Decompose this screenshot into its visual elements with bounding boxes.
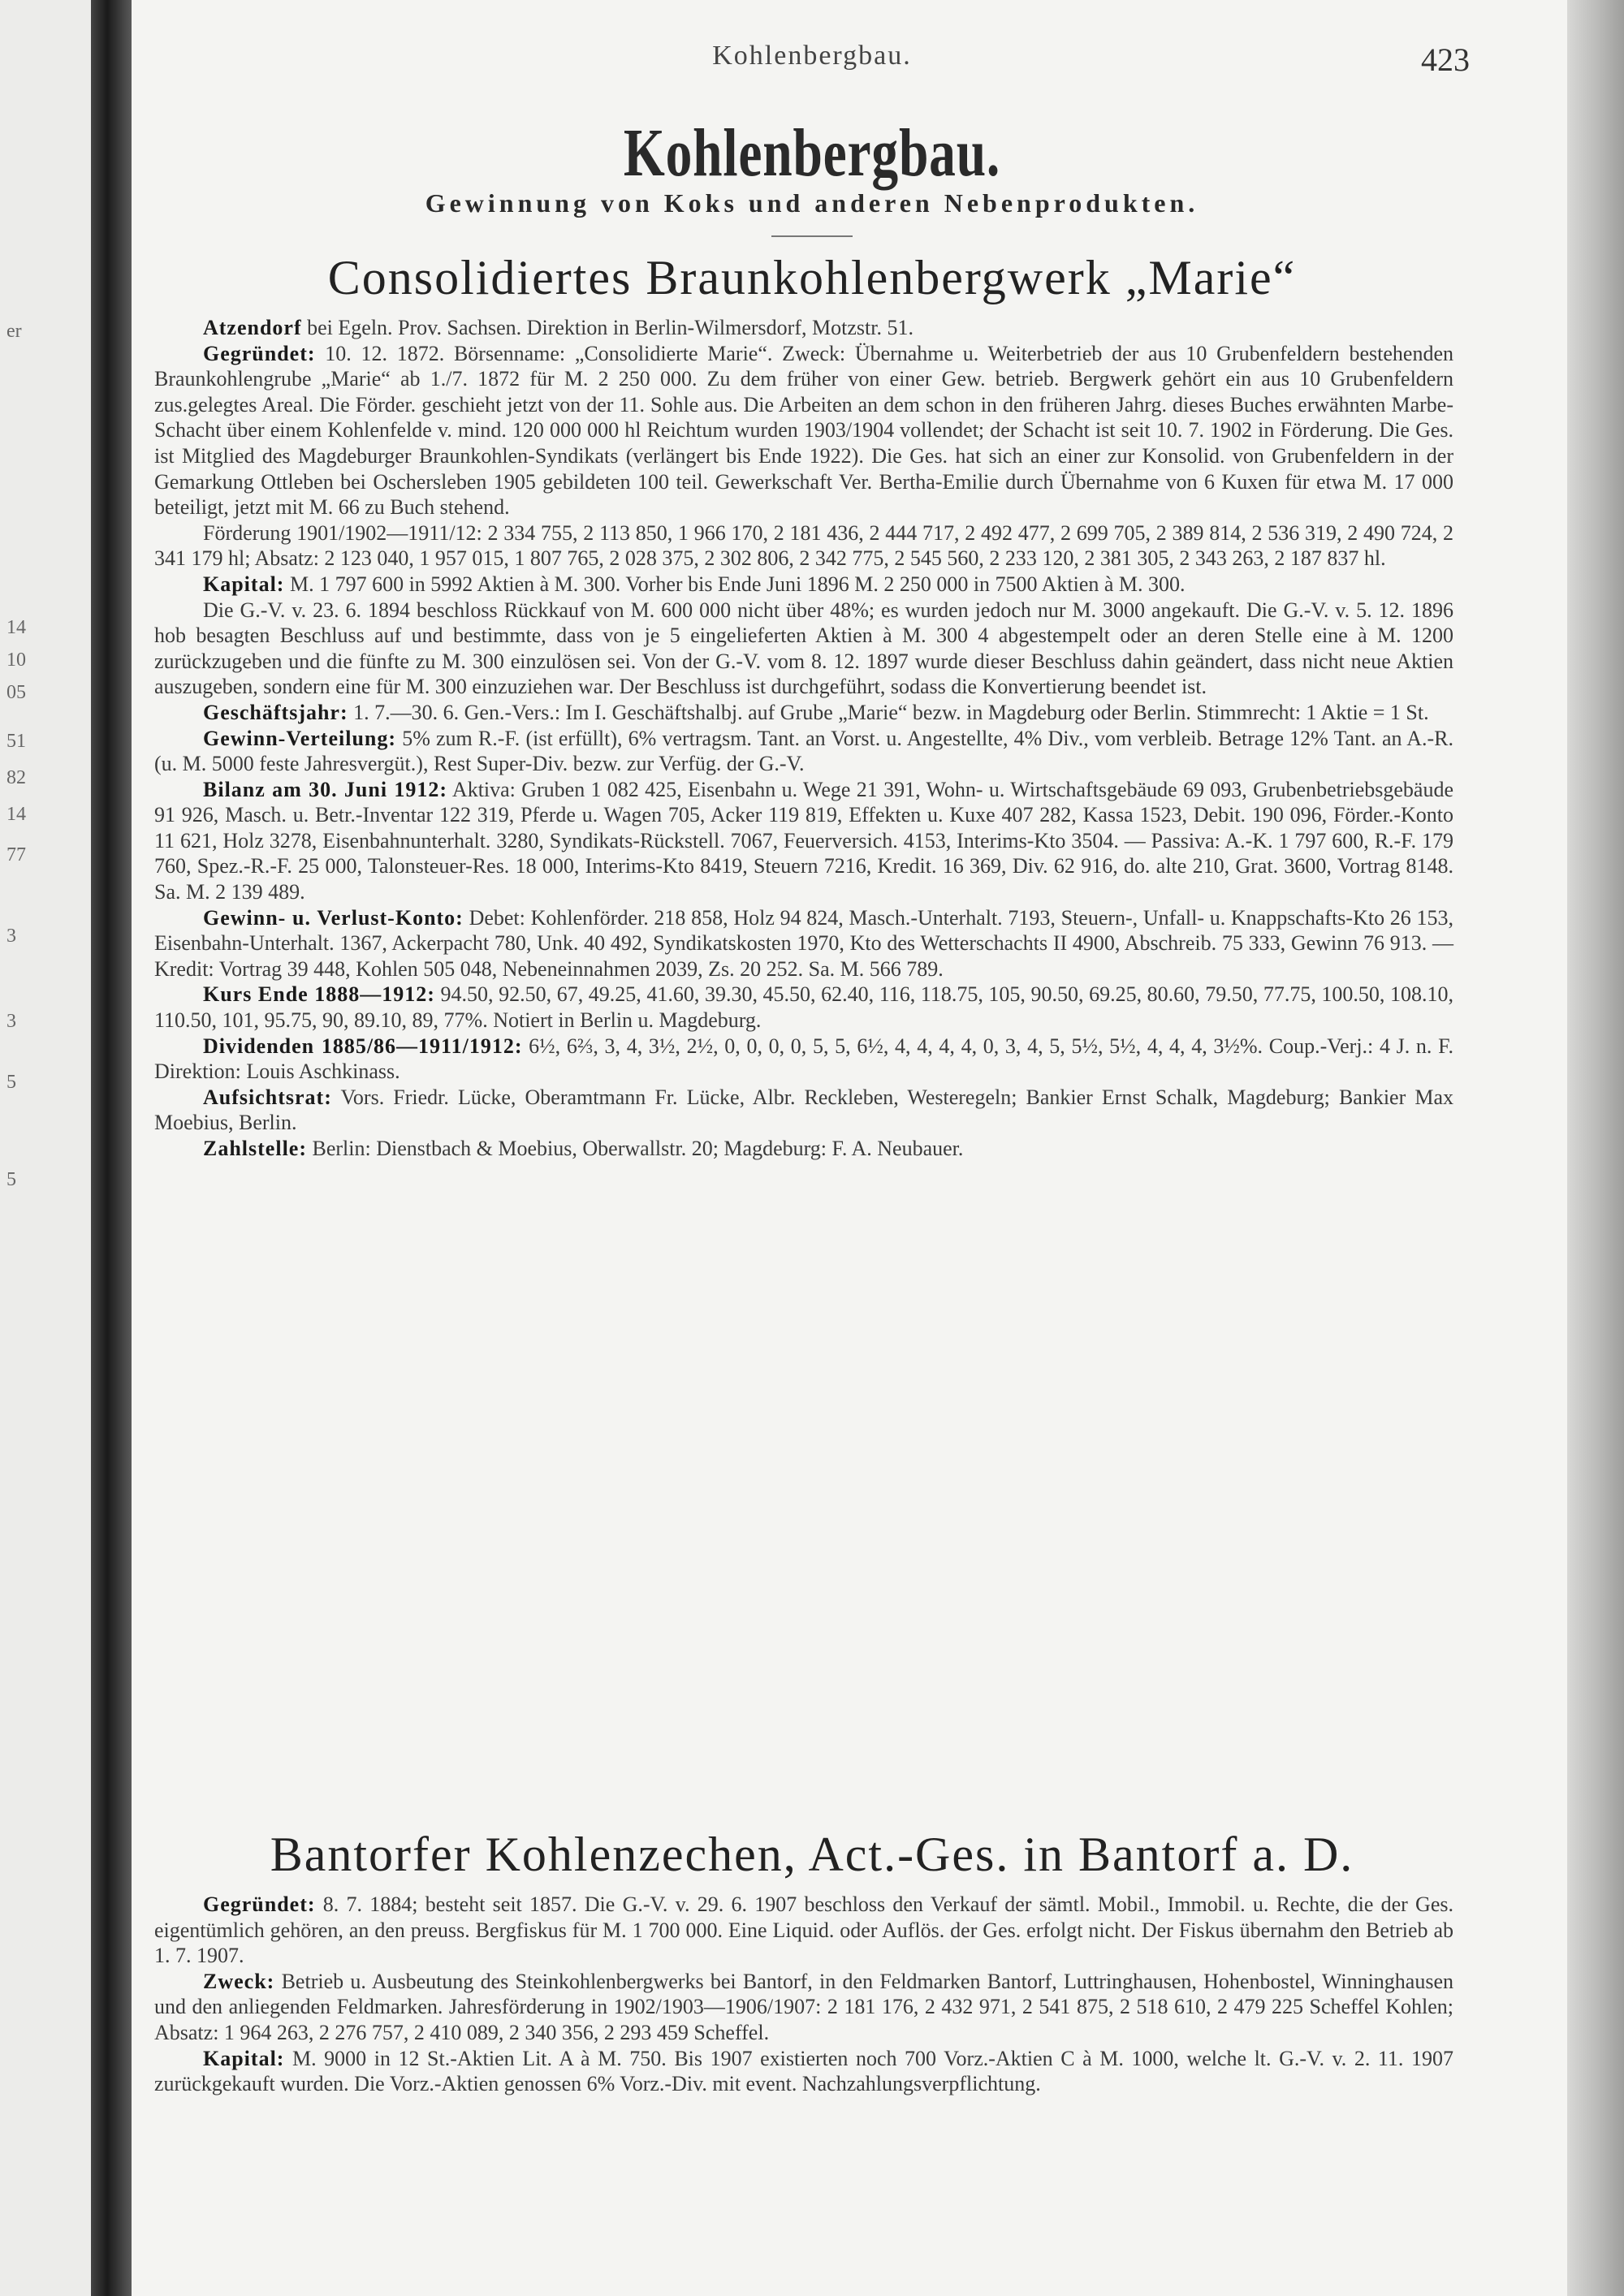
entry-label: Geschäftsjahr: xyxy=(203,700,348,724)
entry-text: Betrieb u. Ausbeutung des Steinkohlenbergwerks bei Bantorf, in den Feldmarken Bantorf, Luttringhausen, Hohenbostel, Winninghausen und den anliegenden Feldmarken. Jahresförderung in 1902/1903—1906/1907: 2 181 176, 2 432 971, 2 541 875, 2 518 610, 2 479 225 Scheffel Kohlen; Absatz: 1 964 263, 2 276 757, 2 410 089, 2 340 356, 2 293 459 Scheffel. xyxy=(154,1969,1453,2044)
entry-text: M. 9000 in 12 St.-Aktien Lit. A à M. 750. Bis 1907 existierten noch 700 Vorz.-Aktien C à M. 1000, welche lt. G.-V. v. 2. 11. 1907 zurückgekauft wurden. Die Vorz.-Aktien genossen 6% Vorz.-Div. mit event. Nachzahlungsverpflichtung. xyxy=(154,2046,1453,2096)
page-edge-shadow xyxy=(1567,0,1624,2296)
entry-text: 94.50, 92.50, 67, 49.25, 41.60, 39.30, 45.50, 62.40, 116, 118.75, 105, 90.50, 69.25, 80.60, 79.50, 77.75, 100.50, 108.10, 110.50, 101, 95.75, 90, 89.10, 89, 77%. Notiert in Berlin u. Magdeburg. xyxy=(154,982,1453,1033)
entry-paragraph xyxy=(154,700,1453,726)
entry-label: Dividenden 1885/86—1911/1912: xyxy=(203,1034,523,1058)
entry-paragraph xyxy=(154,1034,1453,1085)
entry-label: Aufsichtsrat: xyxy=(203,1085,332,1109)
entry-label: Gegründet: xyxy=(203,1892,316,1916)
entry-text: bei Egeln. Prov. Sachsen. Direktion in Berlin-Wilmersdorf, Motzstr. 51. xyxy=(301,316,914,339)
left-gutter xyxy=(0,0,91,2296)
entry-paragraph xyxy=(154,1969,1453,2046)
entry-paragraph xyxy=(154,2046,1453,2097)
entry-text: Förderung 1901/1902—1911/12: 2 334 755, 2 113 850, 1 966 170, 2 181 436, 2 444 717, 2 492 477, 2 699 705, 2 389 814, 2 536 319, 2 490 724, 2 341 179 hl; Absatz: 2 123 040, 1 957 015, 1 807 765, 2 028 375, 2 302 806, 2 342 775, 2 545 560, 2 233 120, 2 381 305, 2 343 263, 2 187 837 hl. xyxy=(154,520,1453,571)
margin-mark: 14 xyxy=(6,617,26,638)
entry-label: Gegründet: xyxy=(203,341,316,365)
margin-mark: 05 xyxy=(6,682,26,703)
entry-label: Gewinn-Verteilung: xyxy=(203,726,397,750)
entry-text: 6½, 6⅔, 3, 4, 3½, 2½, 0, 0, 0, 0, 5, 5, 6½, 4, 4, 4, 4, 0, 3, 4, 5, 5½, 5½, 4, 4, 4, 3½%. Coup.-Verj.: 4 J. n. F. Direktion: Louis Aschkinass. xyxy=(154,1034,1453,1084)
entry-text: Aktiva: Gruben 1 082 425, Eisenbahn u. Wege 21 391, Wohn- u. Wirtschaftsgebäude 69 093, Grubenbetriebsgebäude 91 926, Masch. u. Betr.-Inventar 122 319, Pferde u. Wagen 705, Acker 119 819, Effekten u. Kuxe 407 282, Kassa 1523, Debit. 190 096, Förder.-Konto 11 621, Holz 3278, Eisenbahnunterhalt. 3280, Syndikats-Rückstell. 7067, Feuerversich. 4153, Interims-Kto 3504. — Passiva: A.-K. 1 797 600, R.-F. 179 760, Spez.-R.-F. 25 000, Talonsteuer-Res. 18 000, Interims-Kto 8419, Steuern 7216, Kredit. 16 369, Div. 62 916, do. alte 210, Grat. 3600, Vortrag 8148. Sa. M. 2 139 489. xyxy=(154,777,1454,904)
company-title: Bantorfer Kohlenzechen, Act.-Ges. in Bantorf a. D. xyxy=(270,1828,1354,1881)
entry-paragraph xyxy=(154,1892,1453,1969)
entry-text: 1. 7.—30. 6. Gen.-Vers.: Im I. Geschäftshalbj. auf Grube „Marie“ bezw. in Magdeburg oder Berlin. Stimmrecht: 1 Aktie = 1 St. xyxy=(348,700,1429,724)
entry-paragraph xyxy=(154,1136,1453,1162)
entry-text: 8. 7. 1884; besteht seit 1857. Die G.-V. v. 29. 6. 1907 beschloss den Verkauf der sämtl. Mobil., Immobil. u. Rechte, die der Ges. eigentümlich gehören, an den preuss. Bergfiskus für M. 1 700 000. Eine Liquid. oder Auflös. der Ges. erfolgt nicht. Der Fiskus übernahm den Betrieb ab 1. 7. 1907. xyxy=(154,1892,1453,1968)
company-entry xyxy=(154,315,1453,1162)
margin-mark: 51 xyxy=(6,731,26,752)
margin-mark: 5 xyxy=(6,1072,16,1093)
entry-label: Gewinn- u. Verlust-Konto: xyxy=(203,905,464,930)
running-title: Kohlenbergbau. xyxy=(712,41,912,71)
entry-paragraph xyxy=(154,905,1453,982)
entry-text: Debet: Kohlenförder. 218 858, Holz 94 824, Masch.-Unterhalt. 7193, Steuern-, Unfall- u. Knappschafts-Kto 26 153, Eisenbahn-Unterhalt. 1367, Ackerpacht 780, Unk. 40 492, Syndikatskosten 1970, Kto des Wetterschachts II 4900, Abschreib. 75 333, Gewinn 76 913. — Kredit: Vortrag 39 448, Kohlen 505 048, Nebeneinnahmen 2039, Zs. 20 252. Sa. M. 566 789. xyxy=(154,905,1454,981)
section-subtitle: Gewinnung von Koks und anderen Nebenprodukten. xyxy=(425,188,1199,218)
entry-text: 5% zum R.-F. (ist erfüllt), 6% vertragsm. Tant. an Vorst. u. Angestellte, 4% Div., vom verbleib. Betrage 12% Tant. an A.-R. (u. M. 5000 feste Jahresvergüt.), Rest Super-Div. bezw. zur Verfüg. der G.-V. xyxy=(154,726,1453,776)
entry-text: 10. 12. 1872. Börsenname: „Consolidierte Marie“. Zweck: Übernahme u. Weiterbetrieb der aus 10 Grubenfeldern bestehenden Braunkohlengrube „Marie“ ab 1./7. 1872 für M. 2 250 000. Zu dem früher von einer Gew. betrieb. Bergwerk gehört ein aus 10 Grubenfeldern zus.gelegtes Areal. Die Förder. geschieht jetzt von der 11. Sohle aus. Die Arbeiten an dem schon in den früheren Jahrg. dieses Buches erwähnten Marbe-Schacht über einem Kohlenfelde v. mind. 120 000 000 hl Reichtum wurden 1903/1904 vollendet; der Schacht ist seit 10. 7. 1902 in Förderung. Die Ges. ist Mitglied des Magdeburger Braunkohlen-Syndikats (verlängert bis Ende 1922). Die Ges. hat sich an einer zur Konsolid. von Grubenfeldern in der Gemarkung Ottleben bei Oschersleben 1905 gebildeten 100 teil. Gewerkschaft Ver. Bertha-Emilie durch Übernahme von 6 Kuxen für etwa M. 17 000 beteiligt, jetzt mit M. 66 zu Buch stehend. xyxy=(154,341,1453,520)
page-number: 423 xyxy=(1421,41,1470,78)
entry-paragraph xyxy=(154,1085,1453,1136)
margin-mark: 14 xyxy=(6,804,26,825)
entry-text: M. 1 797 600 in 5992 Aktien à M. 300. Vorher bis Ende Juni 1896 M. 2 250 000 in 7500 Aktien à M. 300. xyxy=(284,572,1186,596)
entry-paragraph xyxy=(154,341,1453,520)
entry-text: Berlin: Dienstbach & Moebius, Oberwallstr. 20; Magdeburg: F. A. Neubauer. xyxy=(307,1137,964,1160)
entry-label: Zweck: xyxy=(203,1969,275,1993)
entry-paragraph xyxy=(154,598,1453,700)
entry-text: Vors. Friedr. Lücke, Oberamtmann Fr. Lücke, Albr. Reckleben, Westeregeln; Bankier Ernst Schalk, Magdeburg; Bankier Max Moebius, Berlin. xyxy=(154,1085,1453,1135)
entry-label: Atzendorf xyxy=(203,316,302,339)
company-title: Consolidiertes Braunkohlenbergwerk „Marie“ xyxy=(327,251,1297,304)
section-title: Kohlenbergbau. xyxy=(623,115,1001,191)
entry-paragraph xyxy=(154,726,1453,777)
margin-mark: er xyxy=(6,321,22,342)
entry-text: Die G.-V. v. 23. 6. 1894 beschloss Rückkauf von M. 600 000 nicht über 48%; es wurden jedoch nur M. 3000 angekauft. Die G.-V. v. 5. 12. 1896 hob besagten Beschluss auf und bestimmte, dass von je 5 eingelieferten Aktien à M. 300 4 abgestempelt oder an deren Stelle eine à M. 1200 zurückzugeben und die fünfte zu M. 300 einzulösen sei. Von der G.-V. vom 8. 12. 1897 wurde dieser Beschluss dahin geändert, dass nicht neue Aktien auszugeben, sondern eine für M. 300 einzuziehen war. Der Beschluss ist durchgeführt, sodass die Konvertierung beendet ist. xyxy=(154,598,1453,699)
entry-paragraph xyxy=(154,982,1453,1033)
entry-label: Zahlstelle: xyxy=(203,1137,307,1160)
entry-label: Kapital: xyxy=(203,572,285,596)
margin-mark: 77 xyxy=(6,844,26,865)
margin-mark: 3 xyxy=(6,1011,16,1032)
entry-paragraph xyxy=(154,520,1453,572)
divider-rule xyxy=(771,235,853,237)
entry-paragraph xyxy=(154,777,1453,905)
entry-label: Kapital: xyxy=(203,2046,285,2070)
company-entry xyxy=(154,1892,1453,2097)
entry-paragraph xyxy=(154,315,1453,341)
margin-mark: 82 xyxy=(6,767,26,788)
entry-label: Kurs Ende 1888—1912: xyxy=(203,982,435,1007)
margin-mark: 3 xyxy=(6,926,16,947)
entry-paragraph xyxy=(154,572,1453,598)
entry-label: Bilanz am 30. Juni 1912: xyxy=(203,777,448,801)
book-spine-shadow xyxy=(91,0,132,2296)
margin-mark: 5 xyxy=(6,1169,16,1190)
margin-mark: 10 xyxy=(6,650,26,671)
page xyxy=(154,0,1470,2296)
running-header xyxy=(154,41,1470,89)
